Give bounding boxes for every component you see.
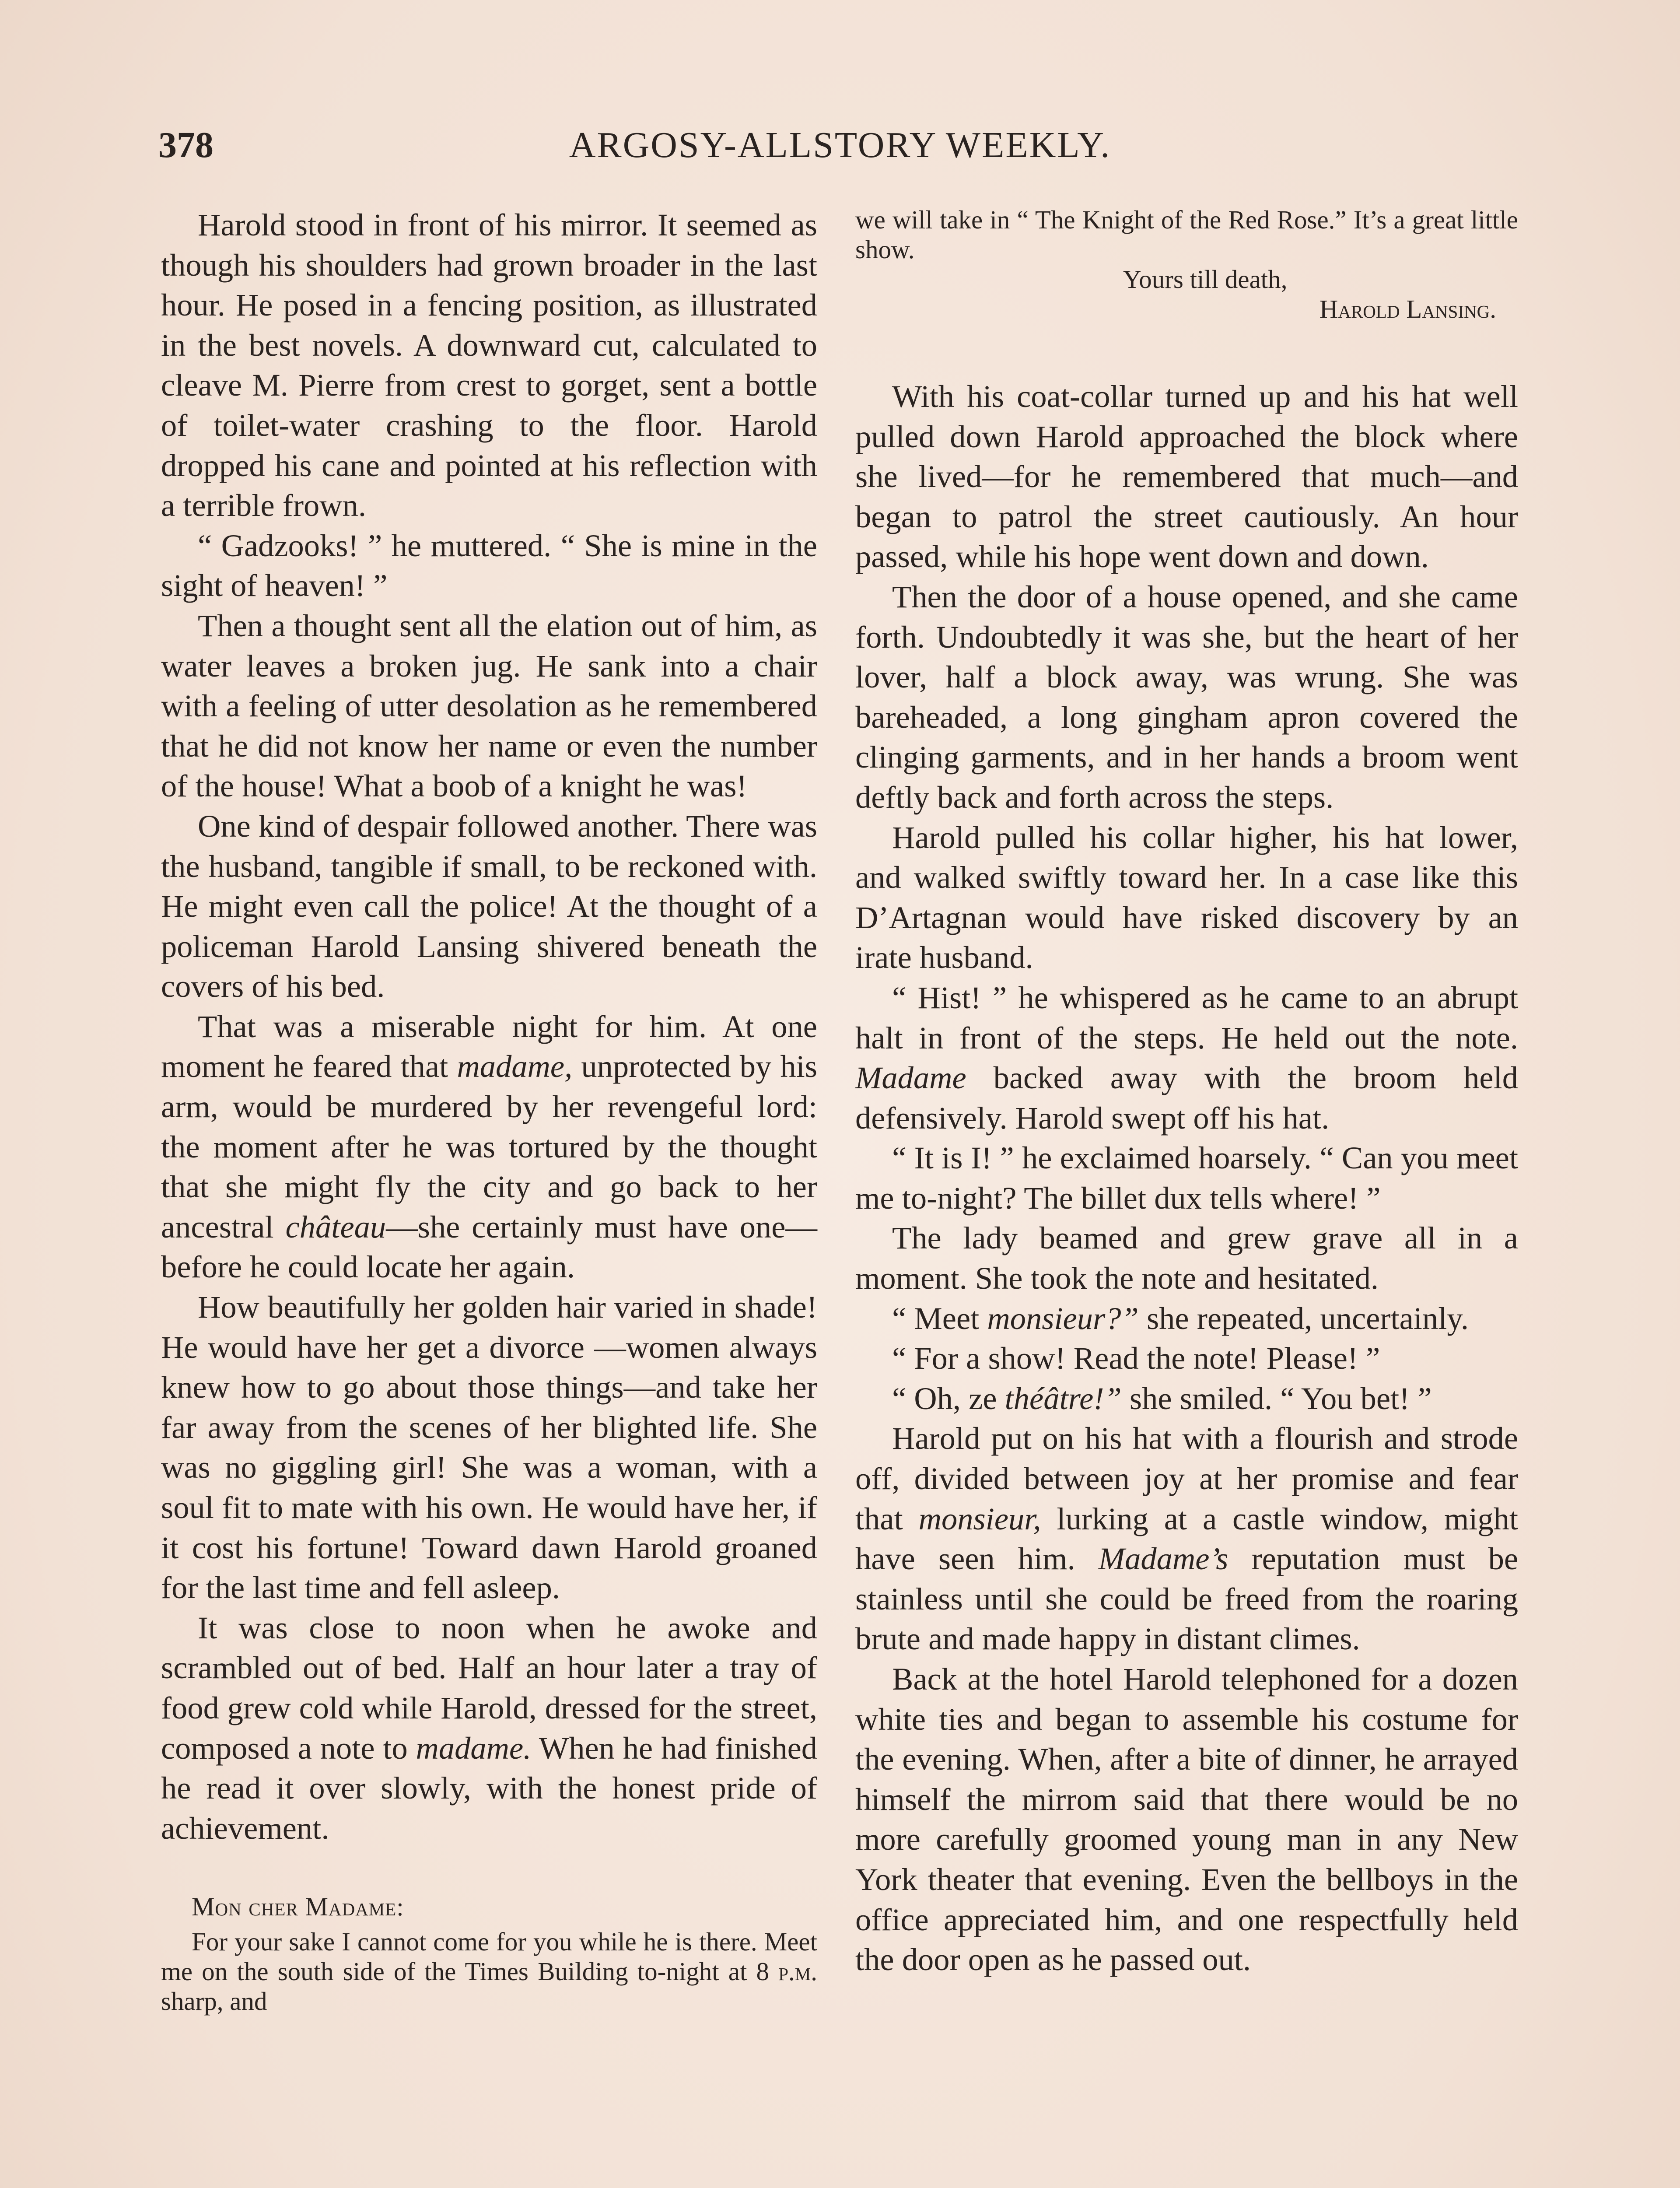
paragraph: “ Hist! ” he whispered as he came to an abrupt halt in front of the steps. He held out the note. Madame backed away with the broom held defensively. Harold swept off his hat. bbox=[855, 979, 1518, 1136]
letter-salutation: Mon cher Madame: bbox=[192, 1892, 404, 1922]
letter-signature: Harold Lansing. bbox=[1319, 295, 1496, 323]
right-column bbox=[855, 205, 1518, 1980]
letter-body: we will take in “ The Knight of the Red Rose.” It’s a great little show. bbox=[855, 205, 1518, 264]
paragraph: One kind of despair followed another. There was the husband, tangible if small, to be reckoned with. He might even call the police! At the thought of a policeman Harold Lansing shivered beneath the covers of his bed. bbox=[161, 808, 818, 1004]
paragraph: Harold pulled his collar higher, his hat lower, and walked swiftly toward her. In a case like this D’Artagnan would have risked discovery by an irate husband. bbox=[855, 819, 1518, 975]
page-number: 378 bbox=[158, 125, 214, 165]
paragraph: That was a miserable night for him. At one moment he feared that madame, unprotected by his arm, would be murdered by her revengeful lord: the moment after he was tortured by the thought that she might fly the city and go back to her ancestral château—she certainly must have one—before he could locate her again. bbox=[161, 1008, 817, 1285]
paragraph: “ It is I! ” he exclaimed hoarsely. “ Can you meet me to-night? The billet dux tells where! ” bbox=[855, 1140, 1518, 1216]
paragraph: Then the door of a house opened, and she came forth. Undoubtedly it was she, but the heart of her lover, half a block away, was wrung. She was bareheaded, a long gingham apron covered the clinging garments, and in her hands a broom went deftly back and forth across the steps. bbox=[855, 579, 1518, 815]
paragraph: The lady beamed and grew grave all in a moment. She took the note and hesitated. bbox=[855, 1220, 1518, 1296]
letter-body: For your sake I cannot come for you while he is there. Meet me on the south side of the Times Building to-night at 8 p.m. sharp, and bbox=[161, 1927, 817, 2016]
paragraph: Then a thought sent all the elation out of him, as water leaves a broken jug. He sank into a chair with a feeling of utter desolation as he remembered that he did not know her name or even the number of the house! What a boob of a knight he was! bbox=[161, 607, 817, 804]
paragraph: With his coat-collar turned up and his hat well pulled down Harold approached the block where she lived—for he remembered that much—and began to patrol the street cautiously. An hour passed, while his hope went down and down. bbox=[855, 379, 1518, 575]
paragraph: How beautifully her golden hair varied in shade! He would have her get a divorce —women always knew how to go about those things—and take her far away from the scenes of her blighted life. She was no giggling girl! She was a woman, with a soul fit to mate with his own. He would have her, if it cost his fortune! Toward dawn Harold groaned for the last time and fell asleep. bbox=[161, 1289, 817, 1606]
paragraph: “ Gadzooks! ” he muttered. “ She is mine in the sight of heaven! ” bbox=[161, 527, 817, 603]
paragraph: “ For a show! Read the note! Please! ” bbox=[892, 1340, 1380, 1376]
paragraph: “ Oh, ze théâtre!” she smiled. “ You bet! ” bbox=[892, 1380, 1432, 1416]
paragraph: Harold stood in front of his mirror. It seemed as though his shoulders had grown broader in the last hour. He posed in a fencing position, as illustrated in the best novels. A downward cut, calculated to cleave M. Pierre from crest to gorget, sent a bottle of toilet-water crashing to the floor. Harold dropped his cane and pointed at his reflection with a terrible frown. bbox=[161, 207, 817, 523]
paragraph: Back at the hotel Harold telephoned for a dozen white ties and began to assemble his costume for the evening. When, after a bite of dinner, he arrayed himself the mirrom said that there would be no more carefully groomed young man in any New York theater that evening. Even the bellboys in the office appreciated him, and one respectfully held the door open as he passed out. bbox=[855, 1661, 1518, 1978]
note-letter-continued bbox=[855, 205, 1518, 324]
right-body bbox=[855, 376, 1518, 1980]
paragraph: It was close to noon when he awoke and scrambled out of bed. Half an hour later a tray of food grew cold while Harold, dressed for the street, composed a note to madame. When he had finished he read it over slowly, with the honest pride of achievement. bbox=[161, 1609, 817, 1846]
note-letter bbox=[161, 1892, 817, 2016]
left-column bbox=[161, 205, 817, 2016]
paragraph: Harold put on his hat with a flourish and strode off, divided between joy at her promise and fear that monsieur, lurking at a castle window, might have seen him. Madame’s reputation must be stainless until she could be freed from the roaring brute and made happy in distant climes. bbox=[855, 1420, 1519, 1657]
running-title: ARGOSY-ALLSTORY WEEKLY. bbox=[569, 125, 1111, 165]
letter-closing: Yours till death, bbox=[1123, 265, 1288, 294]
paragraph: “ Meet monsieur?” she repeated, uncertainly. bbox=[892, 1300, 1469, 1336]
